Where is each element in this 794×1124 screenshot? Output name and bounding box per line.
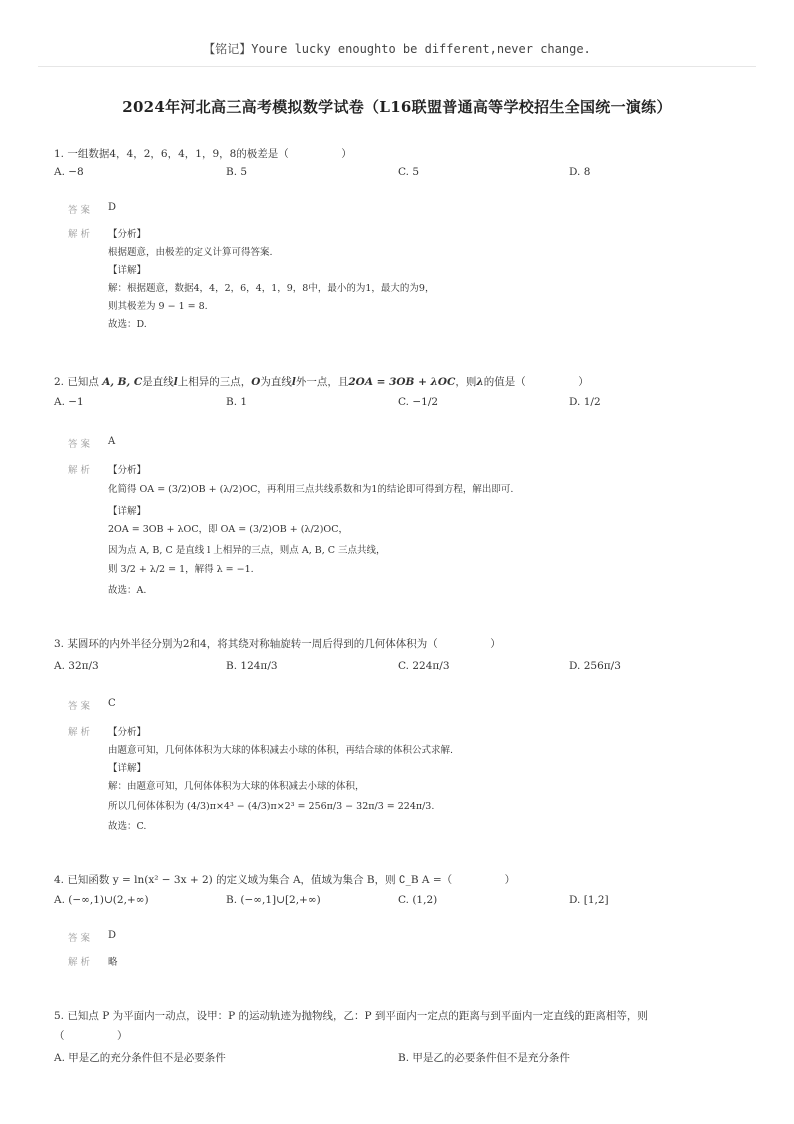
question-2-analysis-line: 2OA = 3OB + λOC，即 OA = (3/2)OB + (λ/2)OC， bbox=[108, 524, 348, 535]
question-3-option-c: C. 224π/3 bbox=[398, 660, 450, 672]
question-1-analysis-line: 解：根据题意，数据4，4，2，6，4，1，9，8中，最小的为1，最大的为9， bbox=[108, 283, 435, 294]
question-4-stem: 4. 已知函数 y = ln(x² − 3x + 2) 的定义域为集合 A，值域为集合 B，则 ∁_B A =（ ） bbox=[54, 874, 516, 886]
question-3-analysis-line: 解：由题意可知，几何体体积为大球的体积减去小球的体积， bbox=[108, 781, 365, 792]
question-3-analysis-line: 【分析】 bbox=[108, 727, 147, 738]
page-title: 2024年河北高三高考模拟数学试卷（L16联盟普通高等学校招生全国统一演练） bbox=[122, 98, 672, 116]
question-2-analysis-label: 解析 bbox=[68, 465, 94, 476]
question-3-option-d: D. 256π/3 bbox=[569, 660, 621, 672]
question-1-analysis-label: 解析 bbox=[68, 229, 94, 240]
question-1-analysis-line: 则其极差为 9 − 1 = 8. bbox=[108, 301, 208, 312]
question-1-answer: D bbox=[108, 202, 117, 213]
question-4-answer-label: 答案 bbox=[68, 933, 94, 944]
question-3-analysis-line: 由题意可知，几何体体积为大球的体积减去小球的体积，再结合球的体积公式求解. bbox=[108, 745, 454, 756]
question-5-option-b: B. 甲是乙的必要条件但不是充分条件 bbox=[398, 1052, 570, 1064]
question-3-stem: 3. 某圆环的内外半径分别为2和4，将其绕对称轴旋转一周后得到的几何体体积为（ ） bbox=[54, 638, 501, 650]
question-2-analysis-line: 【分析】 bbox=[108, 465, 147, 476]
question-3-analysis-label: 解析 bbox=[68, 727, 94, 738]
question-1-option-c: C. 5 bbox=[398, 166, 420, 178]
question-4-option-c: C. (1,2) bbox=[398, 894, 438, 906]
question-2-analysis-line: 故选：A. bbox=[108, 585, 147, 596]
question-2-analysis-line: 则 3/2 + λ/2 = 1，解得 λ = −1. bbox=[108, 564, 254, 575]
question-2-analysis-line: 化简得 OA = (3/2)OB + (λ/2)OC，再利用三点共线系数和为1的结论即可得到方程，解出即可. bbox=[108, 484, 514, 495]
question-2-answer-label: 答案 bbox=[68, 439, 94, 450]
question-5-stem: 5. 已知点 P 为平面内一动点，设甲：P 的运动轨迹为抛物线，乙：P 到平面内一定点的距离与到平面内一定直线的距离相等，则 bbox=[54, 1010, 648, 1022]
question-3-analysis-line: 所以几何体体积为 (4/3)π×4³ − (4/3)π×2³ = 256π/3 − 32π/3 = 224π/3. bbox=[108, 801, 435, 812]
question-4-answer: D bbox=[108, 930, 117, 941]
header-divider bbox=[38, 66, 756, 67]
question-2-analysis-line: 因为点 A, B, C 是直线 l 上相异的三点，则点 A, B, C 三点共线， bbox=[108, 545, 386, 556]
question-5-option-a: A. 甲是乙的充分条件但不是必要条件 bbox=[54, 1052, 226, 1064]
question-3-answer: C bbox=[108, 698, 116, 709]
question-2-option-c: C. −1/2 bbox=[398, 396, 439, 408]
question-3-analysis-line: 故选：C. bbox=[108, 821, 147, 832]
question-2-stem: 2. 已知点 A, B, C是直线l上相异的三点，O为直线l外一点，且2OA = 3OB + λOC，则λ的值是（ ） bbox=[54, 376, 589, 388]
question-1-option-b: B. 5 bbox=[226, 166, 248, 178]
question-1-analysis-line: 根据题意，由极差的定义计算可得答案. bbox=[108, 247, 273, 258]
question-2-option-a: A. −1 bbox=[54, 396, 84, 408]
question-4-option-d: D. [1,2] bbox=[569, 894, 609, 906]
question-3-option-b: B. 124π/3 bbox=[226, 660, 278, 672]
question-4-analysis-line: 略 bbox=[108, 957, 118, 968]
question-5-stem-continued: （ ） bbox=[54, 1030, 128, 1042]
question-1-option-d: D. 8 bbox=[569, 166, 591, 178]
question-1-analysis-line: 故选：D. bbox=[108, 319, 147, 330]
question-1-stem: 1. 一组数据4，4，2，6，4，1，9，8的极差是（ ） bbox=[54, 148, 352, 160]
motto-header: 【铭记】Youre lucky enoughto be different,never change. bbox=[203, 42, 591, 56]
question-2-answer: A bbox=[108, 436, 116, 447]
question-1-analysis-line: 【详解】 bbox=[108, 265, 147, 276]
question-1-option-a: A. −8 bbox=[54, 166, 84, 178]
question-4-analysis-label: 解析 bbox=[68, 957, 94, 968]
question-2-option-d: D. 1/2 bbox=[569, 396, 601, 408]
question-3-analysis-line: 【详解】 bbox=[108, 763, 147, 774]
question-3-option-a: A. 32π/3 bbox=[54, 660, 99, 672]
question-4-option-b: B. (−∞,1]∪[2,+∞) bbox=[226, 894, 321, 906]
question-1-answer-label: 答案 bbox=[68, 205, 94, 216]
question-4-option-a: A. (−∞,1)∪(2,+∞) bbox=[54, 894, 149, 906]
question-3-answer-label: 答案 bbox=[68, 701, 94, 712]
question-2-option-b: B. 1 bbox=[226, 396, 248, 408]
question-1-analysis-line: 【分析】 bbox=[108, 229, 147, 240]
question-2-analysis-line: 【详解】 bbox=[108, 506, 147, 517]
